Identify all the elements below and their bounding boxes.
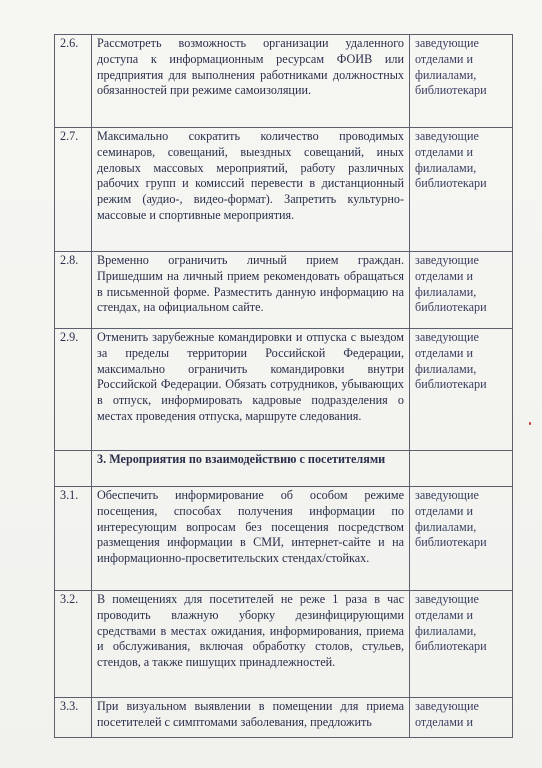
table-row [55,329,513,451]
table-row [55,487,513,591]
table-row [55,128,513,252]
measure-text: Отменить зарубежные командировки и отпуска с выездом за пределы территории Российской Федерации, максимально ограничить командировки внутри Российской Федерации. Обязать сотрудников, убывающих в отпуск, информировать кадровые подразделения о местах проведения отпуска, маршруте следования. [92,329,410,451]
responsible-text: заведующие отделами и филиалами, библиотекари [410,487,513,591]
measures-table [54,34,513,738]
measure-text: Максимально сократить количество проводимых семинаров, совещаний, выездных совещаний, иных деловых массовых мероприятий, работу различных рабочих групп и комиссий перевести в дистанционный режим (аудио-, видео-формат). Запретить культурно-массовые и спортивные мероприятия. [92,128,410,252]
section-heading: 3. Мероприятия по взаимодействию с посетителями [92,451,410,487]
row-number: 2.6. [55,35,92,128]
responsible-text: заведующие отделами и филиалами, библиотекари [410,128,513,252]
table-row [55,698,513,738]
measure-text: Обеспечить информирование об особом режиме посещения, способах получения информации по интересующим вопросам без посещения посредством размещения информации в СМИ, интернет-сайте и на информационно-просветительских стендах/стойках. [92,487,410,591]
row-number: 3.2. [55,591,92,698]
table-row [55,591,513,698]
measure-text: В помещениях для посетителей не реже 1 раза в час проводить влажную уборку дезинфицирующими средствами в местах ожидания, информирования, приема и обслуживания, включая обработку столов, стульев, стендов, а также пишущих принадлежностей. [92,591,410,698]
responsible-text: заведующие отделами и филиалами, библиотекари [410,35,513,128]
measure-text: При визуальном выявлении в помещении для приема посетителей с симптомами заболевания, предложить [92,698,410,738]
responsible-text: заведующие отделами и филиалами, библиотекари [410,252,513,329]
table-row [55,35,513,128]
table-row [55,252,513,329]
row-number: 2.9. [55,329,92,451]
row-number: 3.1. [55,487,92,591]
responsible-text: заведующие отделами и филиалами, библиотекари [410,329,513,451]
responsible-text: заведующие отделами и филиалами, библиотекари [410,591,513,698]
measure-text: Временно ограничить личный прием граждан. Пришедшим на личный прием рекомендовать обращаться в письменной форме. Разместить данную информацию на стендах, на официальном сайте. [92,252,410,329]
measure-text: Рассмотреть возможность организации удаленного доступа к информационным ресурсам ФОИВ или предприятия для выполнения работниками должностных обязанностей при режиме самоизоляции. [92,35,410,128]
responsible-text: заведующие отделами и [410,698,513,738]
row-number: 2.8. [55,252,92,329]
ink-mark [529,422,531,425]
row-number: 2.7. [55,128,92,252]
section-row [55,451,513,487]
row-number: 3.3. [55,698,92,738]
